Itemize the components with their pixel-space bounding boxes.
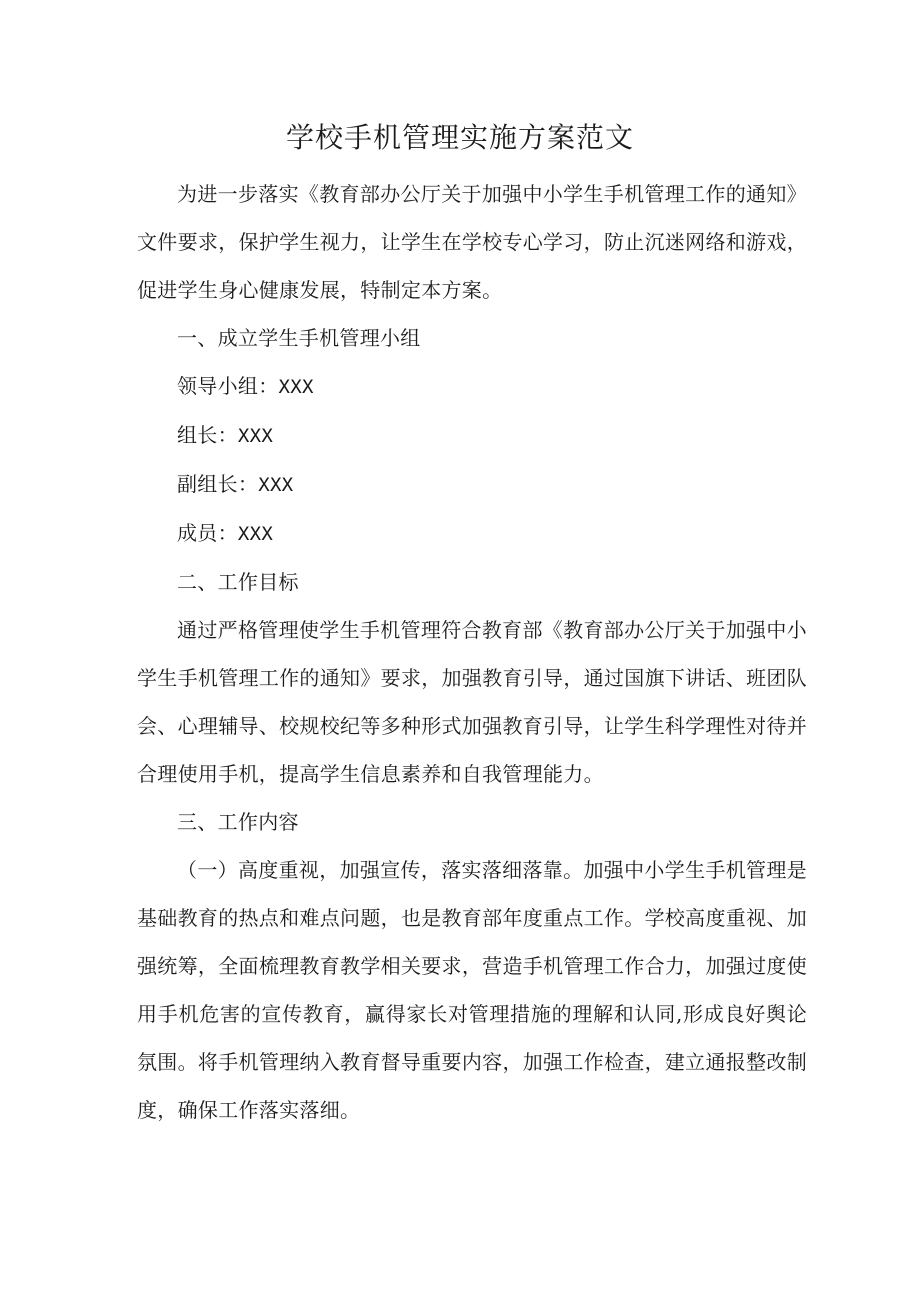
member-value: XXX [278, 376, 314, 398]
intro-paragraph: 为进一步落实《教育部办公厅关于加强中小学生手机管理工作的通知》文件要求，保护学生视力，让学生在学校专心学习，防止沉迷网络和游戏，促进学生身心健康发展，特制定本方案。 [137, 182, 807, 302]
member-members [137, 509, 807, 558]
section1-heading: 一、成立学生手机管理小组 [177, 326, 421, 350]
member-leader-group [137, 362, 807, 411]
section3-heading: 三、工作内容 [177, 810, 299, 834]
document-title: 学校手机管理实施方案范文 [285, 121, 634, 154]
section2-paragraph: 通过严格管理使学生手机管理符合教育部《教育部办公厅关于加强中小学生手机管理工作的通知》要求，加强教育引导，通过国旗下讲话、班团队会、心理辅导、校规校纪等多种形式加强教育引导，让学生科学理性对待并合理使用手机，提高学生信息素养和自我管理能力。 [137, 618, 807, 786]
member-label: 领导小组： [177, 374, 279, 398]
member-value: XXX [258, 474, 294, 496]
section3-paragraph: （一）高度重视，加强宣传，落实落细落靠。加强中小学生手机管理是基础教育的热点和难点问题，也是教育部年度重点工作。学校高度重视、加强统筹，全面梳理教育教学相关要求，营造手机管理工作合力，加强过度使用手机危害的宣传教育，赢得家长对管理措施的理解和认同,形成良好舆论氛围。将手机管理纳入教育督导重要内容，加强工作检查，建立通报整改制度，确保工作落实落细。 [137, 858, 807, 1122]
section2-heading: 二、工作目标 [177, 570, 299, 594]
member-group-leader [137, 411, 807, 460]
member-label: 组长： [177, 423, 238, 447]
document-body [137, 170, 807, 1134]
member-value: XXX [237, 425, 274, 447]
member-label: 副组长： [177, 472, 259, 496]
member-deputy-leader [137, 460, 807, 509]
member-label: 成员： [177, 521, 238, 545]
member-value: XXX [237, 523, 274, 545]
